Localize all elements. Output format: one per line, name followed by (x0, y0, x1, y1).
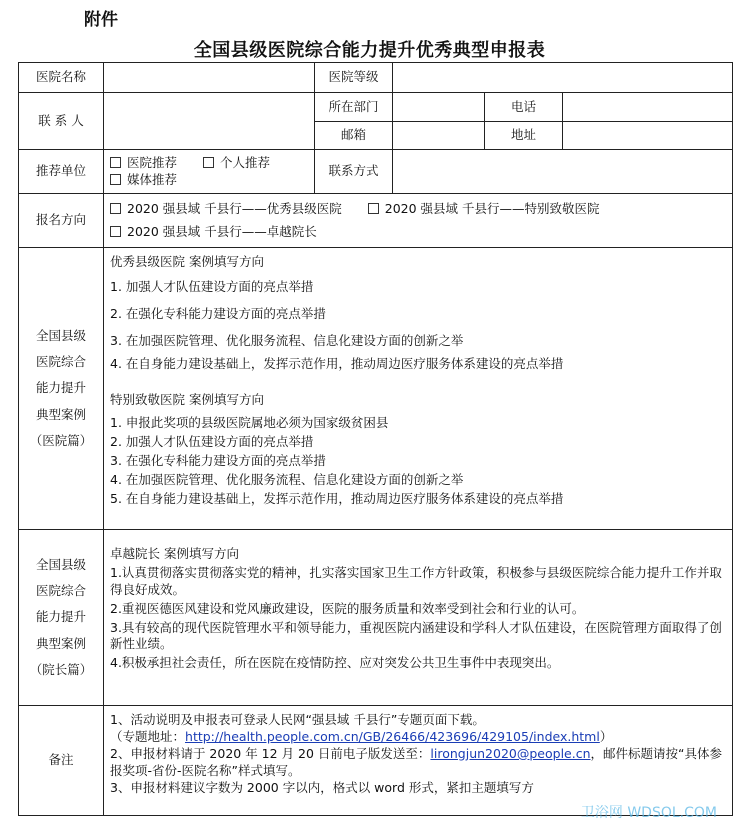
section-title: 特别致敬医院 案例填写方向 (110, 392, 264, 408)
option-media-recommend[interactable] (110, 172, 177, 189)
attachment-label: 附件 (84, 10, 118, 30)
email-field[interactable] (393, 122, 485, 150)
note-url-line (110, 729, 726, 746)
hospital-grade-field[interactable] (393, 63, 733, 93)
checkbox-icon[interactable] (110, 203, 121, 214)
option-hospital-recommend[interactable] (110, 155, 177, 172)
contact-method-field[interactable] (393, 150, 733, 194)
checkbox-icon[interactable] (368, 203, 379, 214)
option-label: 医院推荐 (127, 154, 178, 170)
note-line: 1、活动说明及申报表可登录人民网“强县域 千县行”专题页面下载。 (110, 712, 485, 727)
hospital-case-content (104, 248, 733, 530)
list-item: 2.重视医德医风建设和党风廉政建设，医院的服务质量和效率受到社会和行业的认可。 (110, 600, 585, 616)
note-text: （专题地址： (110, 728, 186, 744)
label-line: （医院篇） (29, 432, 93, 448)
option-personal-recommend[interactable] (203, 155, 270, 172)
watermark: 卫浴网 WDSOL.COM (580, 805, 717, 821)
option-label: 2020 强县域 千县行——卓越院长 (127, 223, 317, 239)
option-label: 媒体推荐 (127, 171, 178, 187)
option-excellent-county-hospital[interactable] (110, 201, 342, 218)
list-item: 2. 加强人才队伍建设方面的亮点举措 (110, 434, 314, 450)
notes-label: 备注 (19, 706, 104, 816)
contact-person-label: 联 系 人 (19, 93, 104, 150)
section-title: 优秀县级医院 案例填写方向 (110, 254, 264, 269)
label-line: 典型案例 (35, 406, 86, 422)
director-case-label (19, 530, 104, 706)
recommend-options (104, 150, 315, 194)
department-field[interactable] (393, 93, 485, 122)
list-item: 1. 申报此奖项的县级医院属地必须为国家级贫困县 (110, 415, 389, 431)
submission-email-link[interactable]: lirongjun2020@people.cn (430, 745, 591, 761)
list-item: 3. 在加强医院管理、优化服务流程、信息化建设方面的创新之举 (110, 332, 464, 348)
label-line: 能力提升 (35, 609, 86, 625)
hospital-case-label (19, 248, 104, 530)
list-item: 3. 在强化专科能力建设方面的亮点举措 (110, 453, 326, 468)
list-item: 4. 在自身能力建设基础上，发挥示范作用，推动周边医疗服务体系建设的亮点举措 (110, 355, 564, 371)
list-item: 4. 在加强医院管理、优化服务流程、信息化建设方面的创新之举 (110, 471, 464, 487)
note-line (110, 746, 726, 780)
list-item: 2. 在强化专科能力建设方面的亮点举措 (110, 305, 326, 321)
contact-person-field[interactable] (104, 93, 315, 150)
label-line: 典型案例 (35, 635, 86, 651)
director-case-content (104, 530, 733, 706)
hospital-grade-label: 医院等级 (315, 63, 393, 93)
note-text: 2、申报材料请于 2020 年 12 月 20 日前电子版发送至： (110, 745, 431, 761)
option-label: 2020 强县域 千县行——优秀县级医院 (127, 200, 342, 216)
direction-label: 报名方向 (19, 194, 104, 248)
option-label: 个人推荐 (220, 154, 271, 170)
address-field[interactable] (563, 122, 733, 150)
label-line: 全国县级 (35, 556, 86, 572)
direction-options (104, 194, 733, 248)
application-form-table (18, 62, 733, 816)
note-line: 3、申报材料建议字数为 2000 字以内，格式以 word 形式，紧扣主题填写方 (110, 779, 534, 795)
phone-field[interactable] (563, 93, 733, 122)
option-label: 2020 强县域 千县行——特别致敬医院 (384, 200, 600, 216)
label-line: 医院综合 (35, 354, 86, 370)
checkbox-icon[interactable] (110, 157, 121, 168)
hospital-name-field[interactable] (104, 63, 315, 93)
phone-label: 电话 (485, 93, 563, 122)
section-title: 卓越院长 案例填写方向 (110, 546, 239, 561)
topic-page-link[interactable]: http://health.people.com.cn/GB/26466/423696/429105/index.html (185, 728, 600, 744)
checkbox-icon[interactable] (110, 174, 121, 185)
email-label: 邮箱 (315, 122, 393, 150)
option-excellent-director[interactable] (110, 224, 317, 241)
label-line: 能力提升 (35, 380, 86, 396)
checkbox-icon[interactable] (203, 157, 214, 168)
note-text: ，邮件标题请按“具体参报奖项-省份-医院名称”样式填写。 (110, 745, 722, 778)
list-item: 1.认真贯彻落实贯彻落实党的精神，扎实落实国家卫生工作方针政策，积极参与县级医院综合能力提升工作并取得良好成效。 (110, 564, 722, 597)
form-title: 全国县级医院综合能力提升优秀典型申报表 (193, 40, 546, 61)
contact-method-label: 联系方式 (315, 150, 393, 194)
recommend-unit-label: 推荐单位 (19, 150, 104, 194)
label-line: 全国县级 (35, 327, 86, 343)
list-item: 5. 在自身能力建设基础上，发挥示范作用，推动周边医疗服务体系建设的亮点举措 (110, 490, 564, 506)
option-special-tribute-hospital[interactable] (368, 201, 600, 218)
list-item: 3.具有较高的现代医院管理水平和领导能力，重视医院内涵建设和学科人才队伍建设，在医院管理方面取得了创新性业绩。 (110, 619, 722, 652)
department-label: 所在部门 (315, 93, 393, 122)
hospital-name-label: 医院名称 (19, 63, 104, 93)
list-item: 1. 加强人才队伍建设方面的亮点举措 (110, 278, 314, 294)
list-item: 4.积极承担社会责任，所在医院在疫情防控、应对突发公共卫生事件中表现突出。 (110, 655, 560, 671)
note-text: ） (599, 728, 613, 744)
checkbox-icon[interactable] (110, 226, 121, 237)
label-line: （院长篇） (29, 661, 93, 677)
notes-content (104, 706, 733, 816)
label-line: 医院综合 (35, 583, 86, 599)
address-label: 地址 (485, 122, 563, 150)
